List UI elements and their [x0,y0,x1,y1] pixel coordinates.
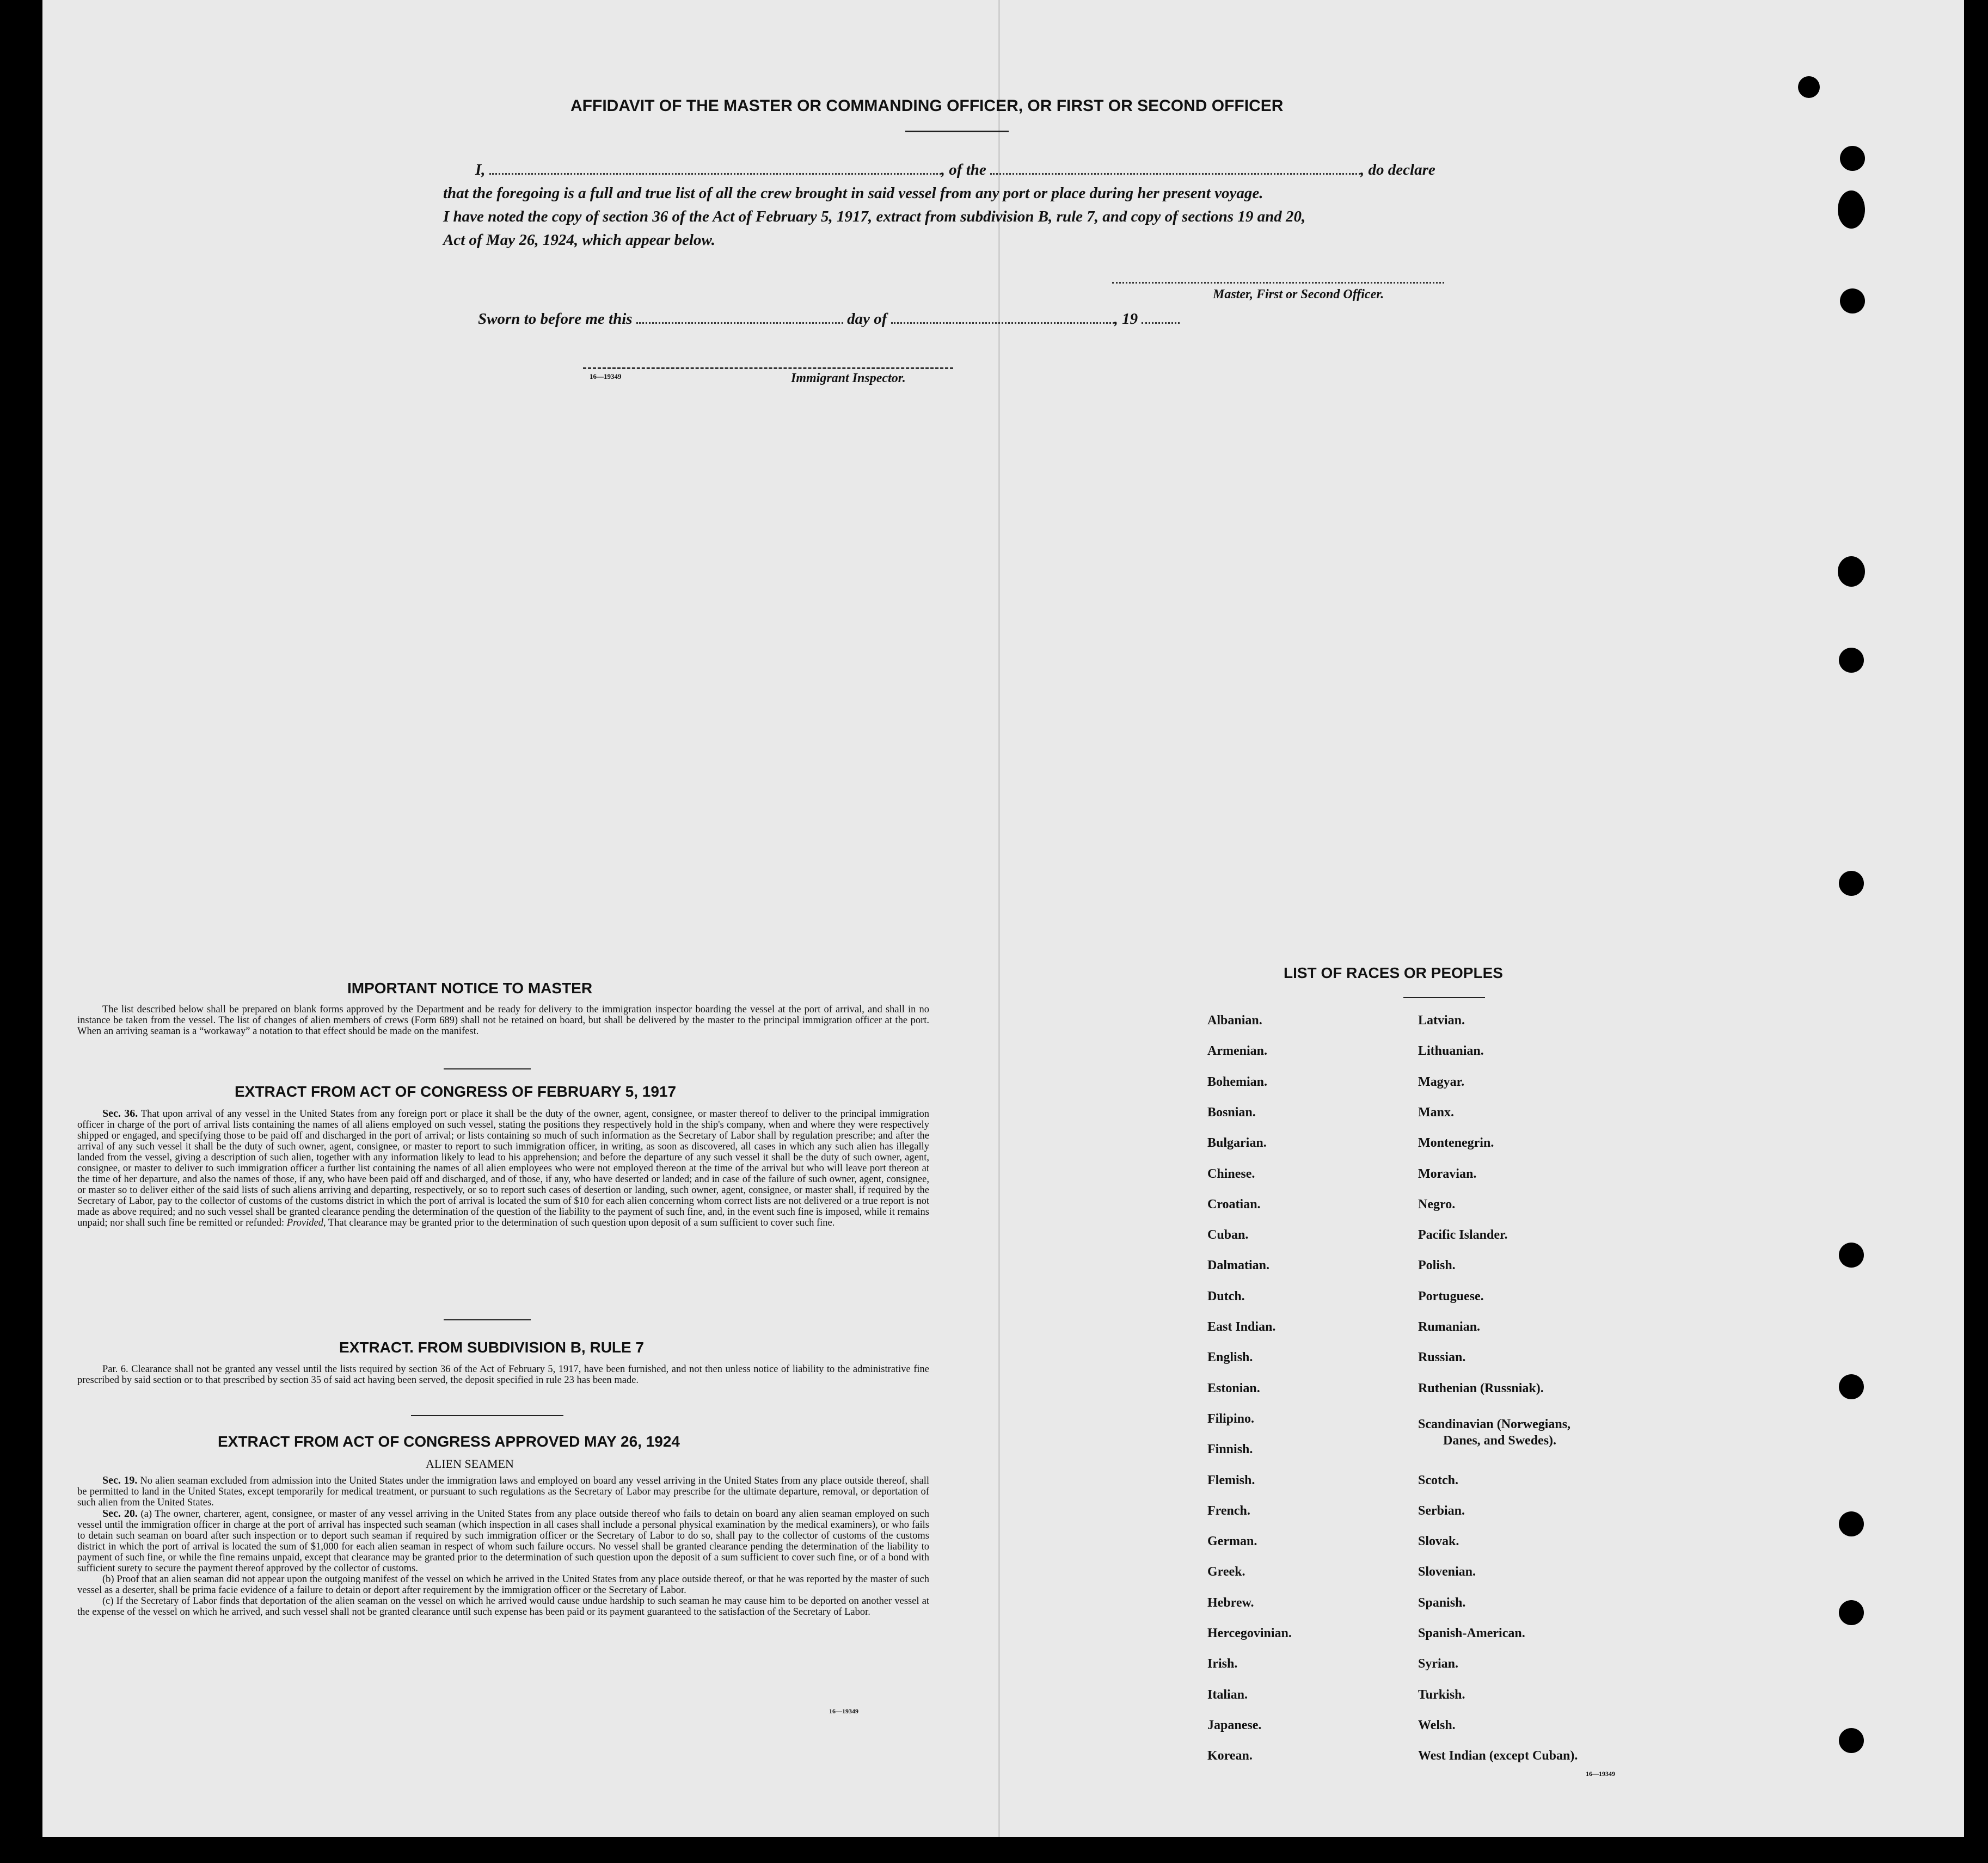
alien-seamen-subtitle: ALIEN SEAMEN [426,1457,514,1471]
sec-20c-text: (c) If the Secretary of Labor finds that deportation of the alien seaman on the vessel on which he arrived would cause undue hardship to such seaman he may cause him to be deported on another vessel at the expense of the vessel on which he arrived, and such vessel shall not be granted clearance until such expense has been paid or its payment guaranteed to the satisfaction of the Secretary of Labor. [77,1596,929,1618]
punch-hole [1839,1600,1864,1625]
race-item: Polish. [1418,1258,1456,1273]
race-item: Greek. [1207,1565,1245,1579]
sec-20b-text: (b) Proof that an alien seaman did not appear upon the outgoing manifest of the vessel on which he arrived in the United States from any place outside thereof, or that he was reported by the master of such vessel as a deserter, shall be prima facie evidence of a failure to detain or deport after requirement by the immigration officer or the Secretary of Labor. [77,1574,929,1596]
declaration-declare: , do declare [1360,161,1435,179]
race-item: Albanian. [1207,1013,1262,1028]
extract-1924-body [77,1475,929,1618]
race-item: Syrian. [1418,1657,1459,1671]
race-item: Dalmatian. [1207,1258,1269,1273]
declaration-line-4: Act of May 26, 1924, which appear below. [443,231,715,249]
race-item: Irish. [1207,1657,1238,1671]
race-item: Finnish. [1207,1442,1253,1457]
race-item: Ruthenian (Russniak). [1418,1381,1544,1395]
race-item: East Indian. [1207,1320,1276,1334]
section-rule [444,1319,531,1320]
punch-hole [1839,1374,1864,1399]
race-item: Bosnian. [1207,1105,1256,1120]
rule7-title: EXTRACT. FROM SUBDIVISION B, RULE 7 [339,1339,645,1356]
race-item: Scandinavian (Norwegians, [1418,1417,1571,1431]
race-item: Cuban. [1207,1228,1249,1243]
affidavit-title: AFFIDAVIT OF THE MASTER OR COMMANDING OFFICER, OR FIRST OR SECOND OFFICER [570,97,1284,115]
race-item: Bohemian. [1207,1074,1268,1089]
race-item: Flemish. [1207,1473,1255,1487]
page-fold-line [998,0,1000,1837]
punch-hole [1840,146,1865,171]
sec-36-text: That upon arrival of any vessel in the United States from any foreign port or place it shall be the duty of the owner, agent, consignee, or master thereof to deliver to the principal immigration officer in charge of the port of arrival lists containing the names of all aliens employed on such vessel, stating the positions they respectively hold in the ship's company, when and where they were respectively shipped or engaged, and specifying those to be paid off and discharged in the port of arrival; or lists containing so much of such information as the Secretary of Labor shall by regulation prescribe; and after the arrival of any such vessel it shall be the duty of such owner, agent, consignee, or master to report to such immigration officer, in writing, as soon as discovered, all cases in which any such alien has illegally landed from the vessel, giving a description of such alien, together with any information likely to lead to his apprehension; and before the departure of any such vessel it shall be the duty of such owner, agent, consignee, or master to deliver to such immigration officer a further list containing the names of all alien employees who were not employed thereon at the time of the arrival but who will leave port thereon at the time of her departure, and also the names of those, if any, who have been paid off and discharged, and of those, if any, who have deserted or landed; and in case of the failure of such owner, agent, consignee, or master so to deliver either of the said lists of such aliens arriving and departing, respectively, or so to report such cases of desertion or landing, such owner, agent, consignee, or master shall, if required by the Secretary of Labor, pay to the collector of customs of the customs district in which the port of arrival is located the sum of $10 for each alien concerning whom correct lists are not delivered or a true report is not made as above required; and no such vessel shall be granted clearance pending the determination of the question of the liability to the payment of such fine, and, in the event such fine is imposed, while it remains unpaid; nor shall such fine be remitted or refunded: [77,1109,929,1228]
name-blank [489,173,941,175]
race-item: Pacific Islander. [1418,1228,1508,1243]
declaration-i: I, [475,161,486,179]
sworn-line [478,310,1180,328]
inspector-signature-line [583,367,953,369]
sec-20-label: Sec. 20. [102,1508,138,1520]
race-item: Manx. [1418,1105,1454,1120]
sec-19-label: Sec. 19. [102,1474,138,1486]
races-title: LIST OF RACES OR PEOPLES [1284,964,1503,981]
race-item: Latvian. [1418,1013,1465,1028]
race-item: Italian. [1207,1687,1248,1702]
race-item: West Indian (except Cuban). [1418,1749,1578,1763]
rule7-text: Par. 6. Clearance shall not be granted any vessel until the lists required by section 36 of the Act of February 5, 1917, have been furnished, and not then unless notice of liability to the administrative fine prescribed by said section or to that prescribed by section 35 of said act having been served, the deposit specified in rule 23 has been made. [77,1364,929,1386]
race-item: Armenian. [1207,1044,1267,1059]
day-of-text: day of [847,310,887,328]
signature-line [1112,282,1444,284]
race-item: Spanish. [1418,1595,1466,1610]
race-item: Portuguese. [1418,1289,1484,1304]
race-item: Danes, and Swedes). [1443,1433,1557,1448]
race-item: Rumanian. [1418,1320,1481,1334]
race-item: Montenegrin. [1418,1136,1494,1151]
section-rule [411,1415,563,1416]
declaration-line-1 [475,161,1435,179]
race-item: Serbian. [1418,1503,1465,1518]
title-rule [905,131,1009,132]
punch-hole [1838,190,1865,229]
race-item: Hebrew. [1207,1595,1254,1610]
punch-hole [1838,556,1865,587]
race-item: Slovenian. [1418,1565,1476,1579]
sec-36-label: Sec. 36. [102,1108,138,1120]
sworn-text: Sworn to before me this [478,310,633,328]
race-item: Bulgarian. [1207,1136,1267,1151]
race-item: Croatian. [1207,1197,1261,1212]
rule7-body [77,1364,929,1386]
provided-word: Provided, [286,1218,326,1228]
race-item: Negro. [1418,1197,1456,1212]
race-item: Welsh. [1418,1718,1456,1732]
race-item: Moravian. [1418,1166,1477,1181]
declaration-line-2: that the foregoing is a full and true list of all the crew brought in said vessel from any port or place during her present voyage. [443,185,1263,202]
punch-hole [1839,648,1864,673]
punch-hole [1798,76,1820,98]
race-item: Russian. [1418,1350,1466,1365]
month-blank [891,322,1114,324]
notice-text: The list described below shall be prepared on blank forms approved by the Department and be ready for delivery to the immigration inspector boarding the vessel at the port of arrival, and shall in no instance be taken from the vessel. The list of changes of alien members of crews (Form 689) shall not be retained on board, but shall be delivered by the master to the principal immigration officer at the port. When an arriving seaman is a “workaway” a notation to that effect should be made on the manifest. [77,1004,929,1037]
race-item: Slovak. [1418,1534,1459,1549]
race-item: Dutch. [1207,1289,1245,1304]
sec-20a-text: (a) The owner, charterer, agent, consignee, or master of any vessel arriving in the United States from any place outside thereof who fails to detain on board any alien seaman employed on such vessel until the immigration officer in charge at the port of arrival has inspected such seaman (which inspection in all cases shall include a personal physical examination by the medical examiners), or who fails to detain such seaman on board after such inspection or to deport such seaman if required by such immigration officer or the Secretary of Labor to do so, shall pay to the collector of customs of the customs district in which the port of arrival is located the sum of $1,000 for each alien seaman in respect of whom such failure occurs. No vessel shall be granted clearance pending the determination of the liability to payment of such fine, or while the fine remains unpaid, except that clearance may be granted prior to the determination of such question upon the deposit of a sum sufficient to cover such fine, or of a bond with sufficient surety to secure the payment thereof approved by the collector of customs. [77,1509,929,1574]
race-item: Turkish. [1418,1687,1465,1702]
race-item: Lithuanian. [1418,1044,1484,1059]
race-item: Chinese. [1207,1166,1255,1181]
position-blank [990,173,1360,175]
race-item: Spanish-American. [1418,1626,1525,1640]
declaration-line-3: I have noted the copy of section 36 of the Act of February 5, 1917, extract from subdivision B, rule 7, and copy of sections 19 and 20, [443,208,1306,225]
race-item: English. [1207,1350,1253,1365]
race-item: Japanese. [1207,1718,1262,1732]
punch-hole [1839,1243,1864,1268]
inspector-label: Immigrant Inspector. [791,371,906,385]
punch-hole [1839,1511,1864,1536]
punch-hole [1839,871,1864,896]
sec-19-text: No alien seaman excluded from admission into the United States under the immigration laws and employed on board any vessel arriving in the United States from any place outside thereof, shall be permitted to land in the United States, except temporarily for medical treatment, or pursuant to such regulations as the Secretary of Labor may prescribe for the ultimate departure, removal, or deportation of such alien from the United States. [77,1475,929,1508]
race-item: Korean. [1207,1749,1253,1763]
extract-1917-title: EXTRACT FROM ACT OF CONGRESS OF FEBRUARY 5, 1917 [235,1083,677,1100]
form-number: 16—19349 [590,372,622,380]
notice-title: IMPORTANT NOTICE TO MASTER [347,980,593,997]
document-page [42,0,1964,1837]
race-item: Filipino. [1207,1411,1255,1426]
extract-1917-body [77,1108,929,1228]
races-title-rule [1403,997,1485,998]
race-item: Magyar. [1418,1074,1465,1089]
form-number: 16—19349 [829,1707,858,1715]
signature-label: Master, First or Second Officer. [1213,287,1384,302]
form-number: 16—19349 [1586,1770,1615,1778]
notice-body [77,1004,929,1037]
section-rule [444,1068,531,1069]
date-blank [636,322,843,324]
race-item: French. [1207,1503,1250,1518]
sec-36-text-end: That clearance may be granted prior to the determination of such question upon deposit of a sum sufficient to cover such fine. [328,1218,835,1228]
race-item: Estonian. [1207,1381,1260,1395]
race-item: Scotch. [1418,1473,1458,1487]
year-blank [1142,322,1180,324]
year-text: , 19 [1114,310,1138,328]
declaration-of-the: , of the [941,161,986,179]
race-item: Hercegovinian. [1207,1626,1292,1640]
extract-1924-title: EXTRACT FROM ACT OF CONGRESS APPROVED MAY 26, 1924 [218,1433,680,1450]
punch-hole [1839,1728,1864,1753]
race-item: German. [1207,1534,1257,1549]
punch-hole [1840,288,1865,313]
